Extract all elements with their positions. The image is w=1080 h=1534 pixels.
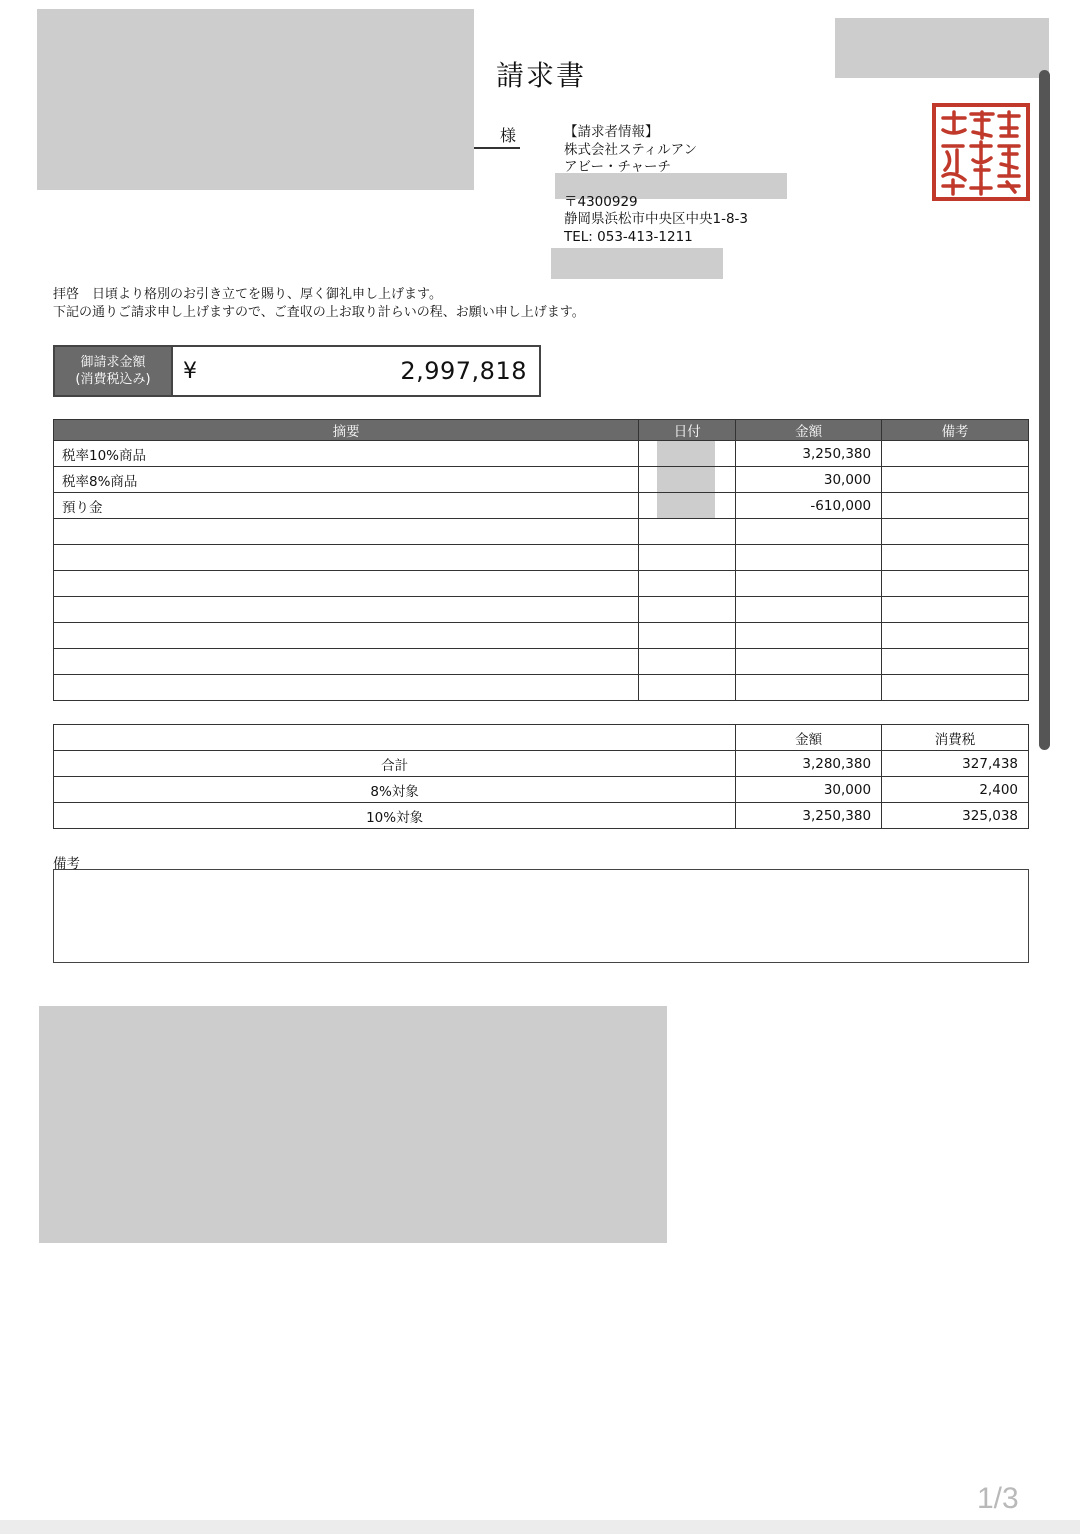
total-label-line-2: (消費税込み) xyxy=(75,372,151,387)
summary-amount: 3,280,380 xyxy=(736,751,882,777)
line-item-amount: -610,000 xyxy=(736,493,882,519)
line-items-header-row xyxy=(54,420,1029,441)
summary-tax: 325,038 xyxy=(882,803,1029,829)
line-item-date xyxy=(639,597,736,623)
summary-label: 10%対象 xyxy=(54,803,736,829)
viewer-bottom-bar xyxy=(0,1520,1080,1534)
line-item-description xyxy=(54,649,639,675)
line-item-row xyxy=(54,441,1029,467)
line-item-amount: 30,000 xyxy=(736,467,882,493)
summary-tax: 327,438 xyxy=(882,751,1029,777)
line-item-note xyxy=(882,571,1029,597)
line-item-row xyxy=(54,519,1029,545)
redacted-recipient-block xyxy=(37,9,474,190)
redacted-date xyxy=(657,467,715,492)
line-item-date xyxy=(639,545,736,571)
line-item-row xyxy=(54,623,1029,649)
line-item-row xyxy=(54,493,1029,519)
line-item-date xyxy=(639,623,736,649)
vertical-scrollbar[interactable] xyxy=(1039,70,1050,750)
line-item-amount xyxy=(736,675,882,701)
summary-header-tax: 消費税 xyxy=(882,725,1029,751)
line-item-description: 預り金 xyxy=(54,493,639,519)
line-item-description: 税率8%商品 xyxy=(54,467,639,493)
line-item-amount xyxy=(736,649,882,675)
line-item-description xyxy=(54,623,639,649)
line-item-row xyxy=(54,571,1029,597)
line-item-note xyxy=(882,675,1029,701)
summary-header-amount: 金額 xyxy=(736,725,882,751)
issuer-postal: 〒4300929 xyxy=(564,193,638,210)
currency-symbol: ¥ xyxy=(183,358,197,384)
issuer-info xyxy=(564,124,748,246)
header-note: 備考 xyxy=(882,420,1029,441)
notes-label: 備考 xyxy=(53,856,80,872)
line-item-note xyxy=(882,441,1029,467)
redacted-bank-info-block xyxy=(39,1006,667,1243)
line-item-description xyxy=(54,597,639,623)
issuer-address: 静岡県浜松市中央区中央1-8-3 xyxy=(564,211,749,227)
summary-amount: 30,000 xyxy=(736,777,882,803)
tax-summary-table xyxy=(53,724,1029,829)
total-amount-box xyxy=(53,345,541,397)
issuer-brand: アビー・チャーチ xyxy=(564,159,672,175)
page-indicator: 1/3 xyxy=(977,1482,1019,1515)
redacted-registration-number xyxy=(551,248,723,279)
line-item-row xyxy=(54,545,1029,571)
summary-tax: 2,400 xyxy=(882,777,1029,803)
line-item-date xyxy=(639,571,736,597)
line-item-amount xyxy=(736,571,882,597)
line-item-date xyxy=(639,649,736,675)
line-item-amount xyxy=(736,545,882,571)
header-description: 摘要 xyxy=(54,420,639,441)
redacted-date xyxy=(657,493,715,518)
line-item-row xyxy=(54,675,1029,701)
summary-header-blank xyxy=(54,725,736,751)
greeting-text xyxy=(53,286,585,322)
line-item-note xyxy=(882,519,1029,545)
summary-label: 合計 xyxy=(54,751,736,777)
line-item-note xyxy=(882,623,1029,649)
line-item-row xyxy=(54,467,1029,493)
line-item-description xyxy=(54,545,639,571)
header-amount: 金額 xyxy=(736,420,882,441)
document-title: 請求書 xyxy=(496,59,587,92)
line-item-amount xyxy=(736,597,882,623)
line-item-amount xyxy=(736,623,882,649)
line-item-note xyxy=(882,597,1029,623)
line-item-description xyxy=(54,519,639,545)
line-item-description: 税率10%商品 xyxy=(54,441,639,467)
greeting-line-2: 下記の通りご請求申し上げますので、ご査収の上お取り計らいの程、お願い申し上げます。 xyxy=(53,305,585,320)
line-items-table xyxy=(53,419,1029,701)
total-label xyxy=(55,347,171,395)
recipient-honorific: 様 xyxy=(500,126,517,145)
summary-header-row xyxy=(54,725,1029,751)
line-item-description xyxy=(54,675,639,701)
issuer-company: 株式会社スティルアン xyxy=(564,141,698,158)
redacted-header-right-block xyxy=(835,18,1049,78)
issuer-tel: TEL: 053-413-1211 xyxy=(564,228,693,245)
redacted-date xyxy=(657,441,715,466)
line-item-amount: 3,250,380 xyxy=(736,441,882,467)
company-seal-stamp xyxy=(931,102,1031,202)
line-item-note xyxy=(882,493,1029,519)
line-item-amount xyxy=(736,519,882,545)
line-item-note xyxy=(882,467,1029,493)
notes-box xyxy=(53,869,1029,963)
summary-row xyxy=(54,803,1029,829)
line-item-date xyxy=(639,467,736,493)
summary-amount: 3,250,380 xyxy=(736,803,882,829)
recipient-underline xyxy=(474,147,520,149)
total-label-line-1: 御請求金額 xyxy=(80,355,146,370)
line-item-date xyxy=(639,675,736,701)
total-value-cell xyxy=(171,347,539,395)
line-item-date xyxy=(639,493,736,519)
line-item-row xyxy=(54,597,1029,623)
line-item-description xyxy=(54,571,639,597)
line-item-note xyxy=(882,545,1029,571)
header-date: 日付 xyxy=(639,420,736,441)
line-item-note xyxy=(882,649,1029,675)
line-item-date xyxy=(639,519,736,545)
summary-label: 8%対象 xyxy=(54,777,736,803)
line-item-row xyxy=(54,649,1029,675)
issuer-heading: 【請求者情報】 xyxy=(564,124,659,140)
summary-row xyxy=(54,777,1029,803)
total-amount-value: 2,997,818 xyxy=(400,357,527,385)
line-item-date xyxy=(639,441,736,467)
greeting-line-1: 拝啓 日頃より格別のお引き立てを賜り、厚く御礼申し上げます。 xyxy=(53,287,442,302)
summary-row xyxy=(54,751,1029,777)
